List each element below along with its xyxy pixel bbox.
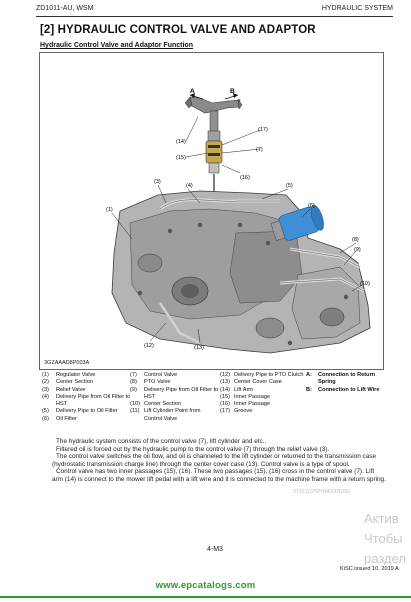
legend-note-a-cont: Spring: [318, 379, 336, 386]
figure-code: 3GZAAAD8P003A: [44, 360, 90, 366]
issue-info: KiSC issued 10, 2019 A: [340, 566, 399, 572]
legend-item: (16) Inner Passage: [220, 401, 271, 408]
callout-6: (6): [308, 203, 315, 209]
callout-1: (1): [106, 207, 113, 213]
legend-item: (1) Regulator Valve: [42, 372, 96, 378]
callout-5: (5): [286, 183, 293, 189]
legend-note-a: A: Connection to Return: [306, 372, 376, 378]
legend-item: (10) Center Section: [130, 401, 182, 408]
section-title: [2] HYDRAULIC CONTROL VALVE AND ADAPTOR: [40, 24, 316, 36]
legend-item-cont: Control Valve: [144, 415, 178, 422]
legend-item: (6) Oil Filter: [42, 415, 77, 422]
figure: [39, 52, 384, 370]
legend-item: (8) PTO Valve: [130, 379, 171, 386]
legend-item-cont: HST: [144, 393, 156, 400]
legend-col-3: [220, 372, 310, 416]
legend-notes: [306, 372, 392, 394]
header-section: HYDRAULIC SYSTEM: [321, 5, 393, 12]
valve-illustration: [40, 53, 383, 369]
legend-item: (5) Delivery Pipe to Oil Filter: [42, 408, 118, 415]
header-rule: [36, 16, 393, 17]
callout-12: (12): [144, 343, 154, 349]
document-id: 9Y1211376HYM0003US0: [293, 489, 351, 495]
paragraph: Filtered oil is forced out by the hydraulic pump to the control valve (7) through the relief valve (3).: [56, 445, 330, 453]
legend-col-1: [42, 372, 130, 423]
legend: [42, 372, 392, 432]
callout-10: (10): [360, 281, 370, 287]
page-header: [36, 3, 393, 15]
callout-15: (15): [176, 155, 186, 161]
callout-14: (14): [176, 139, 186, 145]
watermark-line: Актив: [364, 511, 399, 526]
legend-item: (7) Control Valve: [130, 372, 178, 378]
callout-17: (17): [258, 127, 268, 133]
legend-item: (11) Lift Cylinder Point from: [130, 408, 201, 415]
legend-item: (2) Center Section: [42, 379, 94, 386]
paragraph: The hydraulic system consists of the control valve (7), lift cylinder and etc..: [56, 438, 267, 445]
watermark-line: Чтобы: [364, 531, 403, 546]
legend-item: (17) Groove: [220, 408, 253, 415]
legend-item: (9) Delivery Pipe from Oil Filter to: [130, 386, 219, 393]
page-number: 4-M3: [207, 546, 223, 553]
callout-3: (3): [154, 179, 161, 185]
callout-7: (7): [256, 147, 263, 153]
legend-item: (15) Inner Passage: [220, 393, 271, 400]
header-model: ZD1011-AU, WSM: [36, 5, 94, 12]
paragraph: Control valve has two inner passages (15), (16). These two passages (15), (16) cross in the control valve (7). Lift arm (14) is connect to the mower lift pedal with a lift wire and it is connected to the machine frame with a return spring.: [52, 468, 386, 483]
callout-13: (13): [194, 345, 204, 351]
callout-16: (16): [240, 175, 250, 181]
paragraph: The control valve switches the oil flow, and oil is channeled to the lift cylinder or returned to the transmission case (hydrostatic transmission charge line) through the center cover case (13). Control valve is a type of spool.: [52, 453, 377, 468]
legend-item: (4) Delivery Pipe from Oil Filter to: [42, 393, 131, 400]
description: [52, 438, 386, 484]
legend-col-2: [130, 372, 222, 423]
legend-item: (3) Relief Valve: [42, 386, 86, 393]
watermark-line: раздел: [364, 551, 406, 566]
site-link[interactable]: www.epcatalogs.com: [155, 580, 256, 591]
arrow-b-label: B: [230, 88, 235, 95]
arrow-a-label: A: [190, 88, 195, 95]
callout-9: (9): [354, 247, 361, 253]
callout-4: (4): [186, 183, 193, 189]
legend-item: (13) Center Cover Case: [220, 379, 282, 386]
legend-item-cont: HST: [56, 401, 68, 408]
legend-note-b: B: Connection to Lift Wire: [306, 386, 380, 393]
footer-rule: [0, 596, 411, 598]
callout-8: (8): [352, 237, 359, 243]
section-subtitle: Hydraulic Control Valve and Adaptor Function: [40, 42, 193, 49]
legend-item: (14) Lift Arm: [220, 386, 253, 393]
legend-item: (12) Delivery Pipe to PTO Clutch: [220, 372, 304, 378]
